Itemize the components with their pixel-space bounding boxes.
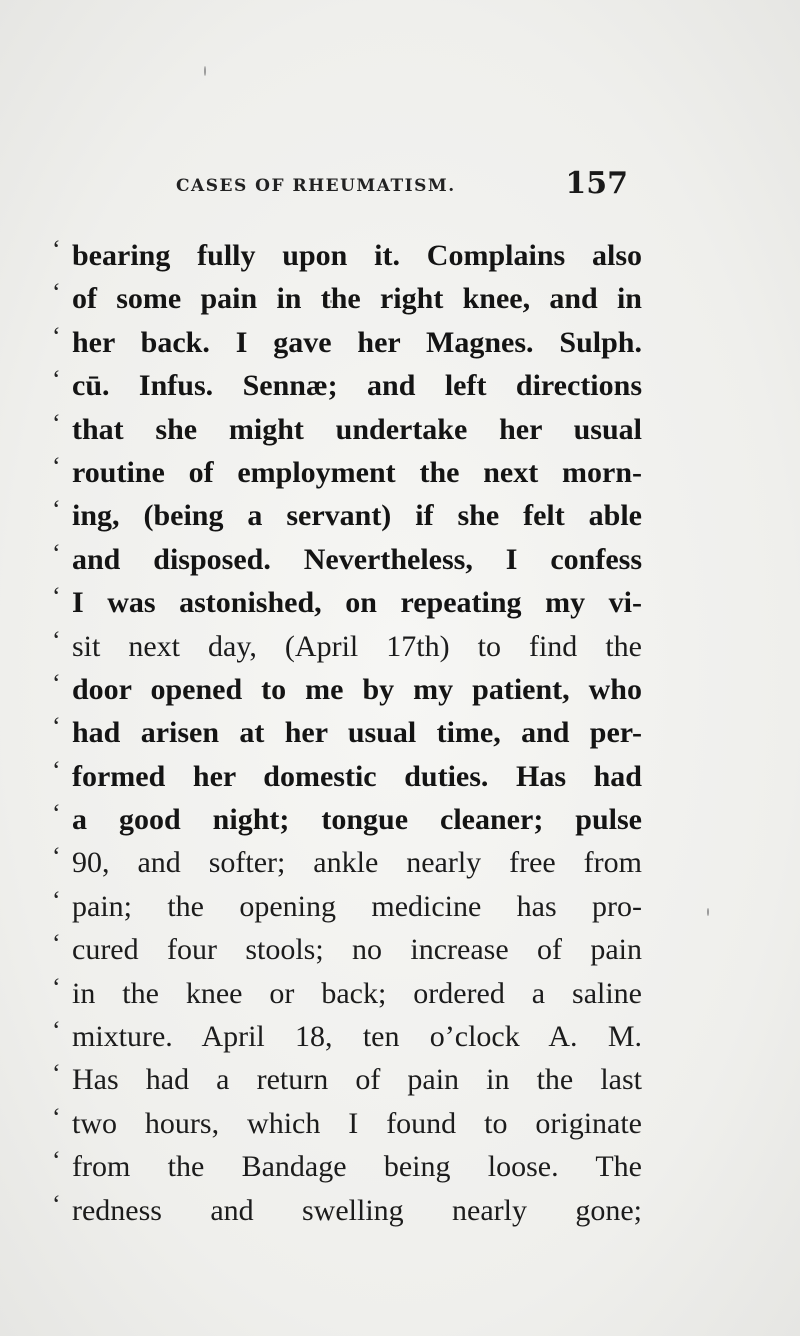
quote-mark: ‘: [52, 799, 61, 829]
line-text: I was astonished, on repeating my vi-: [72, 586, 642, 620]
quote-mark: ‘: [52, 1059, 61, 1089]
line-text: routine of employment the next morn-: [72, 455, 642, 489]
text-line: [52, 1145, 642, 1188]
line-text: cured four stools; no increase of pain: [72, 933, 642, 967]
quote-mark: ‘: [52, 1016, 61, 1046]
quote-mark: ‘: [52, 712, 61, 742]
text-line: [52, 408, 642, 451]
line-text: mixture. April 18, ten o’clock A. M.: [72, 1020, 642, 1054]
quote-mark: ‘: [52, 235, 61, 264]
quote-mark: ‘: [52, 451, 61, 481]
line-text: and disposed. Nevertheless, I confess: [72, 542, 642, 576]
quote-mark: ‘: [52, 755, 61, 785]
line-text: in the knee or back; ordered a saline: [72, 976, 642, 1010]
line-text: Has had a return of pain in the last: [72, 1063, 642, 1097]
quote-mark: ‘: [52, 278, 61, 308]
quote-mark: ‘: [52, 625, 61, 655]
text-line: [52, 234, 642, 277]
text-line: [52, 1189, 642, 1232]
text-line: [52, 277, 642, 320]
text-line: [52, 321, 642, 364]
text-line: [52, 668, 642, 711]
line-text: ing, (being a servant) if she felt able: [72, 499, 642, 533]
page-number: 157: [565, 166, 628, 201]
quote-mark: ‘: [52, 1102, 61, 1132]
text-line: [52, 972, 642, 1015]
text-line: [52, 451, 642, 494]
text-line: [52, 494, 642, 537]
text-line: [52, 1058, 642, 1101]
line-text: sit next day, (April 17th) to find the: [72, 629, 642, 663]
quote-mark: ‘: [52, 538, 61, 568]
line-text: pain; the opening medicine has pro-: [72, 889, 642, 923]
line-text: had arisen at her usual time, and per-: [72, 716, 642, 750]
quote-mark: ‘: [52, 1146, 61, 1176]
quote-mark: ‘: [52, 408, 61, 438]
quote-mark: ‘: [52, 321, 61, 351]
line-text: her back. I gave her Magnes. Sulph.: [72, 325, 642, 359]
text-line: [52, 928, 642, 971]
paper-speck: [204, 66, 206, 76]
text-line: [52, 538, 642, 581]
line-text: two hours, which I found to originate: [72, 1106, 642, 1140]
text-line: [52, 364, 642, 407]
quote-mark: ‘: [52, 495, 61, 525]
line-text: door opened to me by my patient, who: [72, 672, 642, 706]
line-text: redness and swelling nearly gone;: [72, 1193, 642, 1227]
quote-mark: ‘: [52, 972, 61, 1002]
quote-mark: ‘: [52, 582, 61, 612]
quote-mark: ‘: [52, 842, 61, 872]
line-text: formed her domestic duties. Has had: [72, 759, 642, 793]
line-text: of some pain in the right knee, and in: [72, 282, 642, 316]
quote-mark: ‘: [52, 1189, 61, 1219]
running-title: CASES OF RHEUMATISM.: [176, 176, 456, 196]
line-text: that she might undertake her usual: [72, 412, 642, 446]
line-text: a good night; tongue cleaner; pulse: [72, 803, 642, 837]
text-line: [52, 625, 642, 668]
text-line: [52, 798, 642, 841]
line-text: from the Bandage being loose. The: [72, 1150, 642, 1184]
quote-mark: ‘: [52, 365, 61, 395]
text-line: [52, 581, 642, 624]
line-text: 90, and softer; ankle nearly free from: [72, 846, 642, 880]
text-line: [52, 711, 642, 754]
running-head: [176, 166, 628, 206]
body-text: [52, 234, 642, 1232]
quote-mark: ‘: [52, 929, 61, 959]
quote-mark: ‘: [52, 668, 61, 698]
quote-mark: ‘: [52, 885, 61, 915]
line-text: cū. Infus. Sennæ; and left directions: [72, 369, 642, 403]
text-line: [52, 885, 642, 928]
paper-speck: [707, 908, 709, 916]
text-line: [52, 841, 642, 884]
line-text: bearing fully upon it. Complains also: [72, 239, 642, 272]
text-line: [52, 1102, 642, 1145]
text-line: [52, 755, 642, 798]
text-line: [52, 1015, 642, 1058]
